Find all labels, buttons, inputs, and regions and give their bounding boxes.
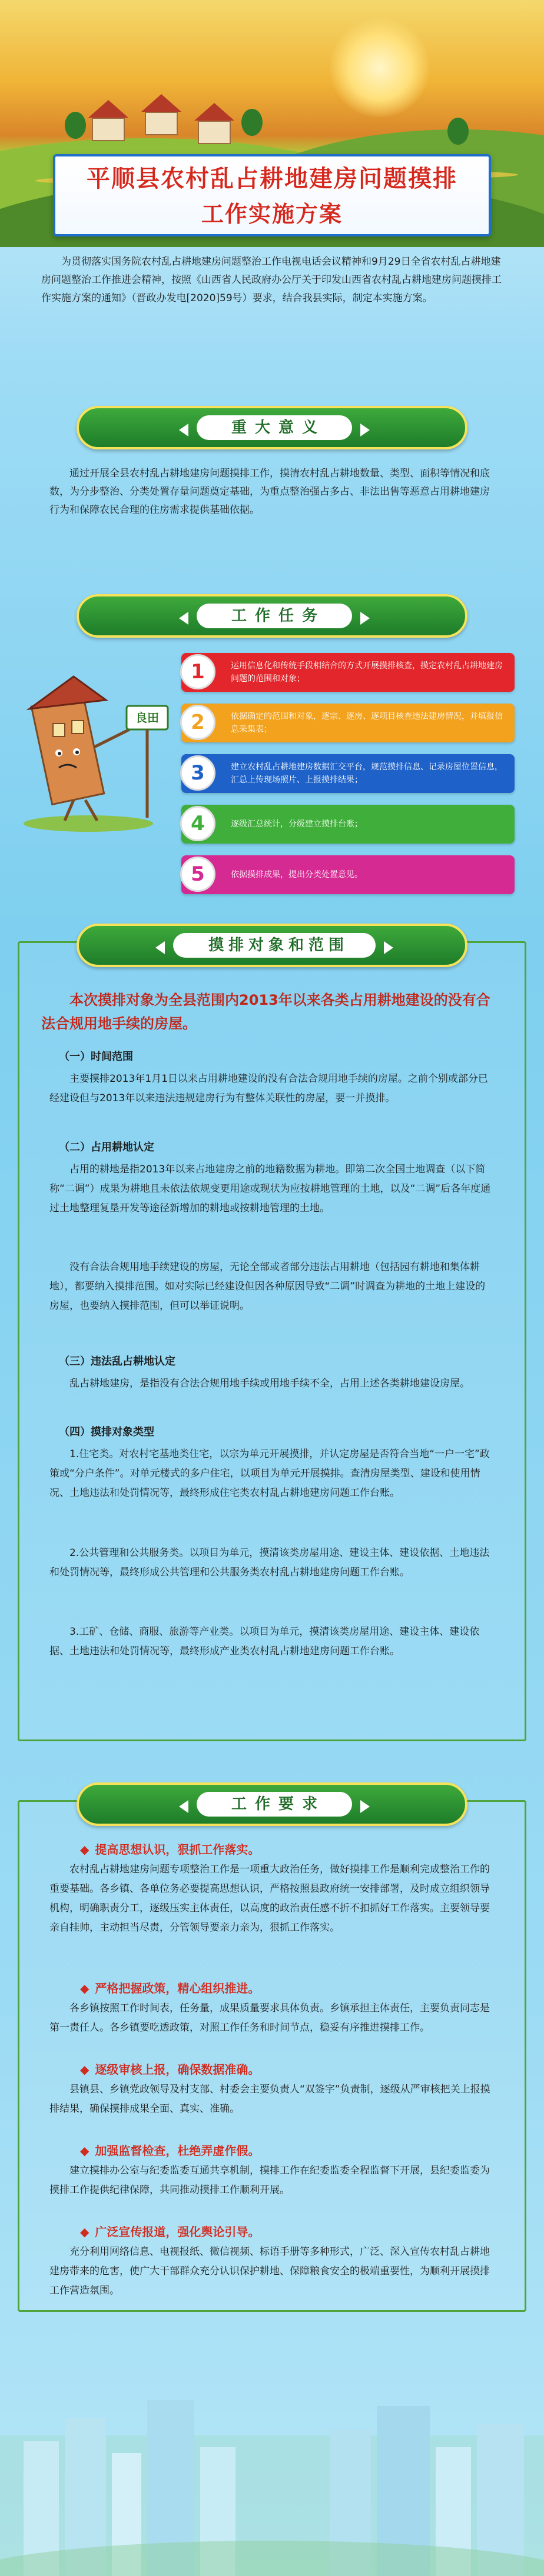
house-icon [141, 94, 181, 135]
task-number-badge: 5 [180, 857, 215, 892]
requirement-text-5: 充分利用网络信息、电视报纸、微信视频、标语手册等多种形式，广泛、深入宣传农村乱占耕地建房带来的危害，使广大干部群众充分认识保护耕地、保障粮食安全的极端重要性，为顺利开展摸排工作营造氛围。 [49, 2246, 490, 2297]
tree-icon [65, 112, 86, 139]
subheading-farmland: （二）占用耕地认定 [59, 1141, 154, 1154]
city-skyline-illustration [0, 2330, 544, 2576]
task-number-badge: 1 [180, 654, 215, 689]
task-text: 建立农村乱占耕地建房数据汇交平台，规范摸排信息、记录房屋位置信息，汇总上传现场照片、上报摸排结果； [231, 762, 503, 785]
subheading-time-range: （一）时间范围 [59, 1051, 133, 1063]
section-title: 工作任务 [197, 604, 352, 628]
sun-decoration [330, 18, 430, 118]
page-title: 平顺县农村乱占耕地建房问题摸排 [87, 165, 457, 192]
farmland-text: 占用的耕地是指2013年以来占地建房之前的地籍数据为耕地。即第二次全国土地调查（以下简称“二调”）成果为耕地且未依法依规变更用途或现状为应按耕地管理的土地，以及“二调”后各年度通过土地整理复垦开发等途径新增加的耕地或按耕地管理的土地。 [49, 1164, 491, 1214]
requirement-text-1: 农村乱占耕地建房问题专项整治工作是一项重大政治任务，做好摸排工作是顺利完成整治工作的重要基础。各乡镇、各单位务必要提高思想认识，严格按照县政府统一安排部署，及时成立组织领导机构，明确职责分工，逐级压实主体责任，以高度的政治责任感不折不扣抓好工作落实。主要领导要亲自挂帅，主动担当尽责，分管领导要亲力亲为，狠抓工作落实。 [49, 1864, 490, 1934]
requirement-text-2: 各乡镇按照工作时间表，任务量，成果质量要求具体负责。乡镇承担主体责任，主要负责同志是第一责任人。各乡镇要吃透政策，对照工作任务和时间节点，稳妥有序推进摸排工作。 [49, 2002, 490, 2034]
requirement-title-3: ◆ 逐级审核上报，确保数据准确。 [80, 2060, 260, 2077]
type-item-2: 2.公共管理和公共服务类。以项目为单元，摸清该类房屋用途、建设主体、建设依据、土地违法和处罚情况等，最终形成公共管理和公共服务类农村乱占耕地建房问题工作台账。 [49, 1547, 490, 1578]
task-number-badge: 4 [180, 806, 215, 841]
page-subtitle: 工作实施方案 [201, 201, 343, 227]
task-item-2 [181, 704, 515, 742]
cartoon-illustration [18, 659, 177, 835]
arrow-left-icon [155, 941, 165, 954]
intro-paragraph: 为贯彻落实国务院农村乱占耕地建房问题整治工作电视电话会议精神和9月29日全省农村乱占耕地建房问题整治工作推进会精神，按照《山西省人民政府办公厅关于印发山西省农村乱占耕地建房问题摸排工作实施方案的通知》（晋政办发电[2020]59号）要求，结合我县实际，制定本实施方案。 [41, 256, 502, 304]
task-text: 依据摸排成果，提出分类处置意见。 [231, 870, 363, 879]
arrow-right-icon [384, 941, 393, 954]
requirement-title-4: ◆ 加强监督检查，杜绝弄虚作假。 [80, 2141, 260, 2158]
task-number-badge: 2 [180, 705, 215, 740]
requirement-title-1: ◆ 提高思想认识，狠抓工作落实。 [80, 1840, 260, 1857]
scope-lead: 本次摸排对象为全县范围内2013年以来各类占用耕地建设的没有合法合规用地手续的房屋。 [41, 992, 490, 1032]
meaning-text: 通过开展全县农村乱占耕地建房问题摸排工作，摸清农村乱占耕地数量、类型、面积等情况和底数，为分步整治、分类处置存量问题奠定基础，为重点整治强占多占、非法出售等恶意占用耕地建房行为和保障农民合理的住房需求提供基础依据。 [49, 468, 490, 516]
section-heading-tasks [77, 594, 467, 638]
tree-icon [241, 109, 263, 136]
arrow-right-icon [360, 424, 370, 436]
hero-banner [0, 0, 544, 247]
house-icon [88, 100, 128, 141]
section-title: 重大意义 [197, 415, 352, 440]
requirement-title-5: ◆ 广泛宣传报道，强化舆论引导。 [80, 2222, 260, 2240]
sign-text: 良田 [135, 711, 159, 725]
section-heading-scope [77, 924, 467, 967]
task-item-1 [181, 653, 515, 692]
farmland-text-2: 没有合法合规用地手续建设的房屋，无论全部或者部分违法占用耕地（包括园有耕地和集体耕地），都要纳入摸排范围。如对实际已经建设但因各种原因导致“二调”时调查为耕地的土地上建设的房屋，也要纳入摸排范围，但可以举证说明。 [49, 1261, 486, 1312]
type-item-3: 3.工矿、仓储、商服、旅游等产业类。以项目为单元，摸清该类房屋用途、建设主体、建设依据、土地违法和处罚情况等，最终形成产业类农村乱占耕地建房问题工作台账。 [49, 1626, 480, 1657]
arrow-left-icon [179, 1800, 188, 1813]
task-item-4 [181, 805, 515, 844]
tree-icon [447, 118, 469, 145]
task-item-5 [181, 855, 515, 894]
section-heading-requirements [77, 1782, 467, 1826]
type-item-1: 1.住宅类。对农村宅基地类住宅，以宗为单元开展摸排，并认定房屋是否符合当地“一户一宅”政策或“分户条件”。对单元楼式的多户住宅，以项目为单元开展摸排。查清房屋类型、建设和使用情况、土地违法和处罚情况等，最终形成住宅类农村乱占耕地建房问题工作台账。 [49, 1448, 490, 1499]
illegal-text: 乱占耕地建房，是指没有合法合规用地手续或用地手续不全，占用上述各类耕地建设房屋。 [69, 1378, 470, 1389]
arrow-left-icon [179, 612, 188, 625]
requirement-text-4: 建立摸排办公室与纪委监委互通共享机制，摸排工作在纪委监委全程监督下开展，县纪委监委为摸排工作提供纪律保障，共同推动摸排工作顺利开展。 [49, 2165, 490, 2196]
title-band [53, 154, 491, 236]
task-item-3 [181, 754, 515, 793]
requirement-title-2: ◆ 严格把握政策，精心组织推进。 [80, 1979, 260, 1996]
task-text: 依据确定的范围和对象，逐宗、逐房、逐项目核查违法建房情况，并填报信息采集表； [231, 712, 503, 734]
house-icon [194, 103, 234, 144]
arrow-right-icon [360, 612, 370, 625]
subheading-illegal: （三）违法乱占耕地认定 [59, 1355, 175, 1368]
task-text: 运用信息化和传统手段相结合的方式开展摸排核查，摸定农村乱占耕地建房问题的范围和对象； [231, 661, 503, 684]
arrow-left-icon [179, 424, 188, 436]
section-title: 工作要求 [197, 1792, 352, 1817]
task-text: 逐级汇总统计，分级建立摸排台账； [231, 819, 363, 829]
task-number-badge: 3 [180, 755, 215, 791]
arrow-right-icon [360, 1800, 370, 1813]
subheading-types: （四）摸排对象类型 [59, 1426, 154, 1438]
section-heading-meaning [77, 406, 467, 449]
section-title: 摸排对象和范围 [173, 933, 376, 958]
requirement-text-3: 县镇县、乡镇党政领导及村支部、村委会主要负责人“双签字”负责制，逐级从严审核把关上报摸排结果，确保摸排成果全面、真实、准确。 [49, 2084, 490, 2115]
time-range-text: 主要摸排2013年1月1日以来占用耕地建设的没有合法合规用地手续的房屋。之前个别或部分已经建设但与2013年以来违法违规建房行为有整体关联性的房屋，要一并摸排。 [49, 1073, 488, 1104]
